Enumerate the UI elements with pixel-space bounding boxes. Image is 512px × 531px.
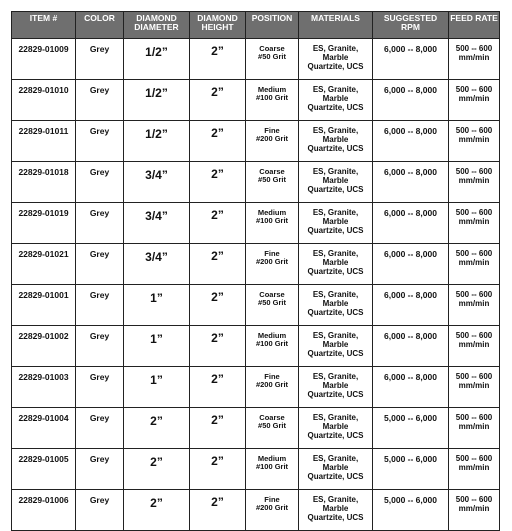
cell-suggested-rpm: 6,000 -- 8,000: [373, 326, 449, 367]
cell-position: Coarse #50 Grit: [246, 162, 299, 203]
table-row: [12, 408, 500, 449]
cell-feed-rate: 500 -- 600 mm/min: [449, 244, 500, 285]
cell-position: Medium #100 Grit: [246, 326, 299, 367]
cell-color: Grey: [76, 162, 124, 203]
cell-diamond-height: 2”: [190, 203, 246, 244]
cell-diamond-diameter: 3/4”: [124, 244, 190, 285]
cell-item-number: 22829-01003: [12, 367, 76, 408]
cell-diamond-diameter: 1/2”: [124, 121, 190, 162]
cell-diamond-height: 2”: [190, 326, 246, 367]
cell-diamond-diameter: 1/2”: [124, 80, 190, 121]
cell-item-number: 22829-01004: [12, 408, 76, 449]
cell-item-number: 22829-01005: [12, 449, 76, 490]
cell-diamond-height: 2”: [190, 244, 246, 285]
table-row: [12, 121, 500, 162]
cell-color: Grey: [76, 203, 124, 244]
cell-materials: ES, Granite, Marble Quartzite, UCS: [299, 408, 373, 449]
cell-materials: ES, Granite, Marble Quartzite, UCS: [299, 244, 373, 285]
cell-feed-rate: 500 -- 600 mm/min: [449, 449, 500, 490]
header-position: POSITION: [246, 12, 299, 39]
cell-item-number: 22829-01018: [12, 162, 76, 203]
cell-feed-rate: 500 -- 600 mm/min: [449, 80, 500, 121]
cell-item-number: 22829-01011: [12, 121, 76, 162]
cell-diamond-diameter: 2”: [124, 408, 190, 449]
cell-position: Fine #200 Grit: [246, 244, 299, 285]
cell-position: Coarse #50 Grit: [246, 39, 299, 80]
cell-diamond-diameter: 1/2”: [124, 39, 190, 80]
cell-color: Grey: [76, 408, 124, 449]
cell-suggested-rpm: 6,000 -- 8,000: [373, 285, 449, 326]
cell-materials: ES, Granite, Marble Quartzite, UCS: [299, 367, 373, 408]
cell-position: Fine #200 Grit: [246, 121, 299, 162]
table-row: [12, 367, 500, 408]
cell-suggested-rpm: 5,000 -- 6,000: [373, 490, 449, 531]
cell-position: Coarse #50 Grit: [246, 285, 299, 326]
table-row: [12, 39, 500, 80]
table-row: [12, 490, 500, 531]
cell-diamond-height: 2”: [190, 367, 246, 408]
cell-color: Grey: [76, 326, 124, 367]
cell-diamond-height: 2”: [190, 490, 246, 531]
cell-feed-rate: 500 -- 600 mm/min: [449, 285, 500, 326]
cell-suggested-rpm: 6,000 -- 8,000: [373, 367, 449, 408]
cell-position: Coarse #50 Grit: [246, 408, 299, 449]
cell-item-number: 22829-01009: [12, 39, 76, 80]
table-header-row: [12, 12, 500, 39]
cell-suggested-rpm: 6,000 -- 8,000: [373, 80, 449, 121]
cell-position: Medium #100 Grit: [246, 449, 299, 490]
cell-diamond-height: 2”: [190, 408, 246, 449]
cell-suggested-rpm: 6,000 -- 8,000: [373, 39, 449, 80]
cell-color: Grey: [76, 80, 124, 121]
table-row: [12, 449, 500, 490]
cell-item-number: 22829-01001: [12, 285, 76, 326]
cell-materials: ES, Granite, Marble Quartzite, UCS: [299, 490, 373, 531]
cell-position: Medium #100 Grit: [246, 203, 299, 244]
cell-diamond-height: 2”: [190, 121, 246, 162]
cell-diamond-diameter: 2”: [124, 449, 190, 490]
cell-materials: ES, Granite, Marble Quartzite, UCS: [299, 162, 373, 203]
cell-suggested-rpm: 6,000 -- 8,000: [373, 162, 449, 203]
cell-materials: ES, Granite, Marble Quartzite, UCS: [299, 285, 373, 326]
cell-feed-rate: 500 -- 600 mm/min: [449, 408, 500, 449]
table-row: [12, 162, 500, 203]
cell-item-number: 22829-01021: [12, 244, 76, 285]
cell-suggested-rpm: 6,000 -- 8,000: [373, 244, 449, 285]
header-color: COLOR: [76, 12, 124, 39]
table-row: [12, 285, 500, 326]
cell-materials: ES, Granite, Marble Quartzite, UCS: [299, 449, 373, 490]
cell-color: Grey: [76, 285, 124, 326]
cell-feed-rate: 500 -- 600 mm/min: [449, 121, 500, 162]
cell-item-number: 22829-01006: [12, 490, 76, 531]
cell-diamond-diameter: 1”: [124, 367, 190, 408]
cell-feed-rate: 500 -- 600 mm/min: [449, 490, 500, 531]
cell-item-number: 22829-01010: [12, 80, 76, 121]
cell-diamond-diameter: 2”: [124, 490, 190, 531]
header-item: ITEM #: [12, 12, 76, 39]
cell-feed-rate: 500 -- 600 mm/min: [449, 326, 500, 367]
cell-color: Grey: [76, 244, 124, 285]
cell-materials: ES, Granite, Marble Quartzite, UCS: [299, 80, 373, 121]
cell-color: Grey: [76, 449, 124, 490]
header-diameter: DIAMOND DIAMETER: [124, 12, 190, 39]
cell-diamond-diameter: 1”: [124, 285, 190, 326]
cell-feed-rate: 500 -- 600 mm/min: [449, 367, 500, 408]
header-materials: MATERIALS: [299, 12, 373, 39]
cell-color: Grey: [76, 367, 124, 408]
cell-materials: ES, Granite, Marble Quartzite, UCS: [299, 326, 373, 367]
cell-materials: ES, Granite, Marble Quartzite, UCS: [299, 39, 373, 80]
cell-color: Grey: [76, 490, 124, 531]
cell-materials: ES, Granite, Marble Quartzite, UCS: [299, 203, 373, 244]
cell-position: Fine #200 Grit: [246, 490, 299, 531]
cell-diamond-height: 2”: [190, 162, 246, 203]
cell-feed-rate: 500 -- 600 mm/min: [449, 203, 500, 244]
cell-item-number: 22829-01002: [12, 326, 76, 367]
table-row: [12, 244, 500, 285]
header-height: DIAMOND HEIGHT: [190, 12, 246, 39]
cell-diamond-height: 2”: [190, 285, 246, 326]
cell-suggested-rpm: 6,000 -- 8,000: [373, 203, 449, 244]
cell-diamond-height: 2”: [190, 39, 246, 80]
header-rpm: SUGGESTED RPM: [373, 12, 449, 39]
table-row: [12, 203, 500, 244]
cell-suggested-rpm: 5,000 -- 6,000: [373, 408, 449, 449]
cell-diamond-diameter: 3/4”: [124, 203, 190, 244]
cell-materials: ES, Granite, Marble Quartzite, UCS: [299, 121, 373, 162]
product-spec-sheet: [11, 11, 499, 531]
cell-feed-rate: 500 -- 600 mm/min: [449, 39, 500, 80]
cell-diamond-height: 2”: [190, 449, 246, 490]
header-feed-rate: FEED RATE: [449, 12, 500, 39]
table-row: [12, 80, 500, 121]
cell-suggested-rpm: 6,000 -- 8,000: [373, 121, 449, 162]
table-row: [12, 326, 500, 367]
cell-diamond-diameter: 3/4”: [124, 162, 190, 203]
cell-item-number: 22829-01019: [12, 203, 76, 244]
cell-color: Grey: [76, 121, 124, 162]
cell-diamond-height: 2”: [190, 80, 246, 121]
cell-suggested-rpm: 5,000 -- 6,000: [373, 449, 449, 490]
cell-position: Medium #100 Grit: [246, 80, 299, 121]
cell-diamond-diameter: 1”: [124, 326, 190, 367]
cell-feed-rate: 500 -- 600 mm/min: [449, 162, 500, 203]
diamond-bit-spec-table: [11, 11, 500, 531]
cell-position: Fine #200 Grit: [246, 367, 299, 408]
cell-color: Grey: [76, 39, 124, 80]
